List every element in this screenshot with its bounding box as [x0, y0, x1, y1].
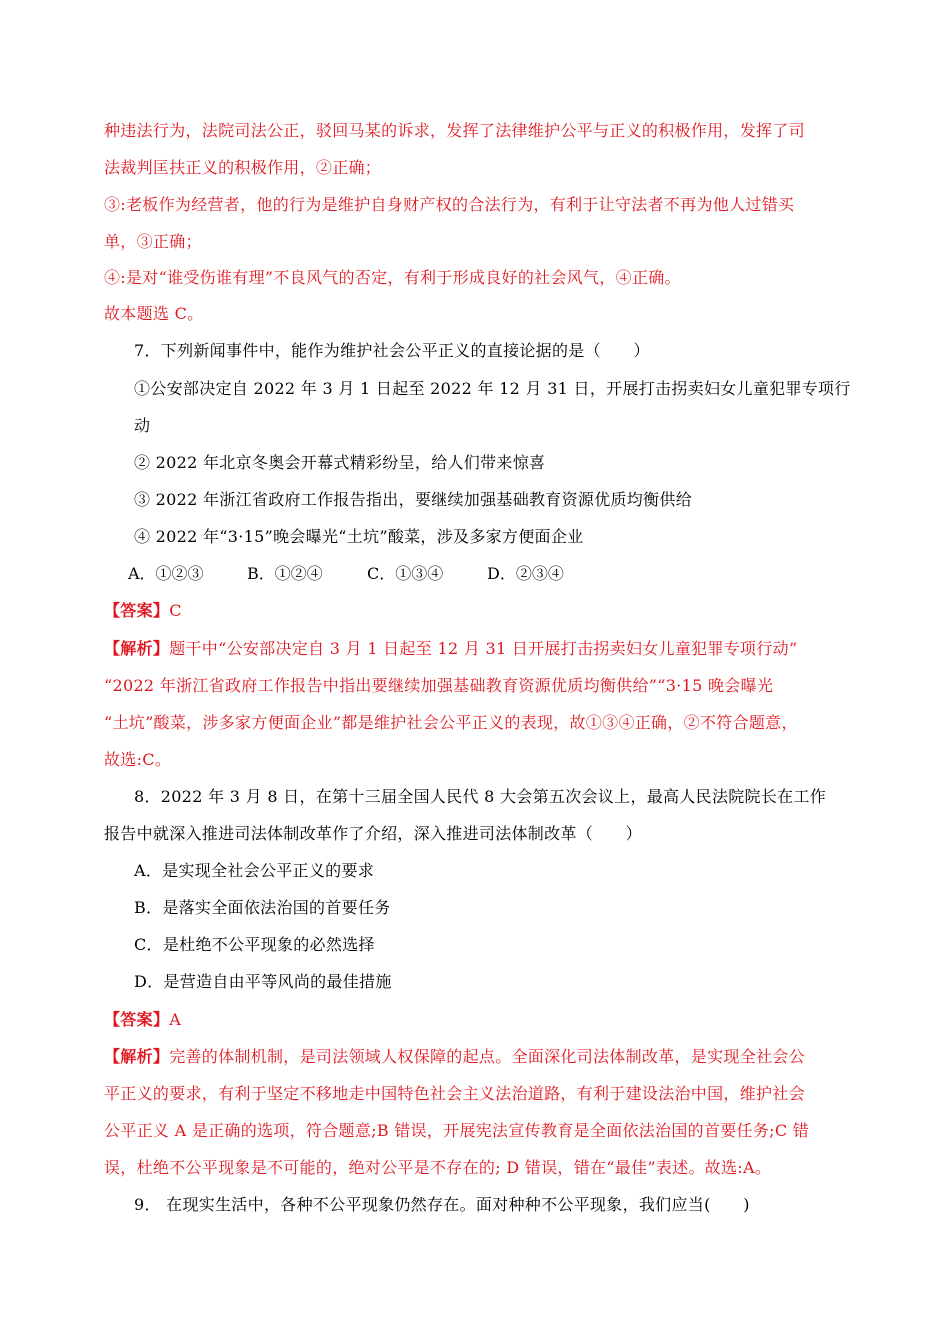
- q7-item-1: ①公安部决定自 2022 年 3 月 1 日起至 2022 年 12 月 31 日，开展打击拐卖妇女儿童犯罪专项行: [134, 379, 851, 398]
- q8-analysis-text-1: 完善的体制机制，是司法领域人权保障的起点。全面深化司法体制改革，是实现全社会公: [169, 1047, 805, 1066]
- q7-option-a: A．①②③: [128, 564, 204, 583]
- q8-analysis-tag: 【解析】: [104, 1047, 170, 1066]
- q8-option-b: B．是落实全面依法治国的首要任务: [134, 898, 391, 917]
- q7-item-2: ② 2022 年北京冬奥会开幕式精彩纷呈，给人们带来惊喜: [134, 453, 546, 472]
- q7-analysis-line-2: “2022 年浙江省政府工作报告中指出要继续加强基础教育资源优质均衡供给”“3·15 晚会曝光: [104, 676, 774, 695]
- q8-option-d: D．是营造自由平等风尚的最佳措施: [134, 972, 392, 991]
- q8-analysis-line-4: 误，杜绝不公平现象是不可能的，绝对公平是不存在的; D 错误，错在“最佳”表述。故选:A。: [104, 1158, 772, 1177]
- q8-answer: [104, 1008, 181, 1032]
- q8-option-c: C．是杜绝不公平现象的必然选择: [134, 935, 375, 954]
- q8-answer-value: A: [169, 1010, 182, 1029]
- q8-stem-cont: 报告中就深入推进司法体制改革作了介绍，深入推进司法体制改革（ ）: [104, 824, 642, 843]
- q9-stem: 9． 在现实生活中，各种不公平现象仍然存在。面对种种不公平现象，我们应当( ): [134, 1195, 750, 1214]
- q7-analysis-line-4: 故选:C。: [104, 750, 172, 769]
- q8-analysis-line-2: 平正义的要求，有利于坚定不移地走中国特色社会主义法治道路，有利于建设法治中国，维护社会: [104, 1084, 805, 1103]
- q7-option-c: C．①③④: [367, 564, 444, 583]
- q7-analysis-line-1: [104, 637, 797, 661]
- q7-analysis-tag: 【解析】: [104, 639, 170, 658]
- q8-answer-tag: 【答案】: [104, 1010, 170, 1029]
- prev-analysis-line-4: 单，③正确；: [104, 232, 202, 251]
- prev-analysis-line-3: ③:老板作为经营者，他的行为是维护自身财产权的合法行为，有利于让守法者不再为他人过错买: [104, 195, 795, 214]
- q8-option-a: A．是实现全社会公平正义的要求: [134, 861, 375, 880]
- q7-item-4: ④ 2022 年“3·15”晚会曝光“土坑”酸菜，涉及多家方便面企业: [134, 527, 584, 546]
- q7-option-d: D．②③④: [487, 564, 564, 583]
- q7-answer: [104, 599, 182, 623]
- q7-answer-value: C: [169, 601, 182, 620]
- q8-analysis-line-1: [104, 1045, 805, 1069]
- prev-analysis-line-1: 种违法行为，法院司法公正，驳回马某的诉求，发挥了法律维护公平与正义的积极作用，发挥了司: [104, 121, 805, 140]
- prev-analysis-line-5: ④:是对“谁受伤谁有理”不良风气的否定，有利于形成良好的社会风气，④正确。: [104, 268, 681, 287]
- q7-analysis-line-3: “土坑”酸菜，涉多家方便面企业”都是维护社会公平正义的表现，故①③④正确，②不符合题意，: [104, 713, 798, 732]
- prev-analysis-line-2: 法裁判匡扶正义的积极作用，②正确；: [104, 158, 382, 177]
- q7-option-b: B．①②④: [247, 564, 323, 583]
- prev-analysis-conclusion: 故本题选 C。: [104, 304, 204, 323]
- q8-stem: 8．2022 年 3 月 8 日，在第十三届全国人民代 8 大会第五次会议上，最高人民法院院长在工作: [134, 787, 827, 806]
- q7-stem: 7．下列新闻事件中，能作为维护社会公平正义的直接论据的是（ ）: [134, 341, 650, 360]
- q8-analysis-line-3: 公平正义 A 是正确的选项，符合题意;B 错误，开展宪法宣传教育是全面依法治国的首要任务;C 错: [104, 1121, 810, 1140]
- q7-item-3: ③ 2022 年浙江省政府工作报告指出，要继续加强基础教育资源优质均衡供给: [134, 490, 692, 509]
- q7-item-1-cont: 动: [134, 416, 151, 435]
- q7-answer-tag: 【答案】: [104, 601, 170, 620]
- q7-analysis-text-1: 题干中“公安部决定自 3 月 1 日起至 12 月 31 日开展打击拐卖妇女儿童犯罪专项行动”: [169, 639, 798, 658]
